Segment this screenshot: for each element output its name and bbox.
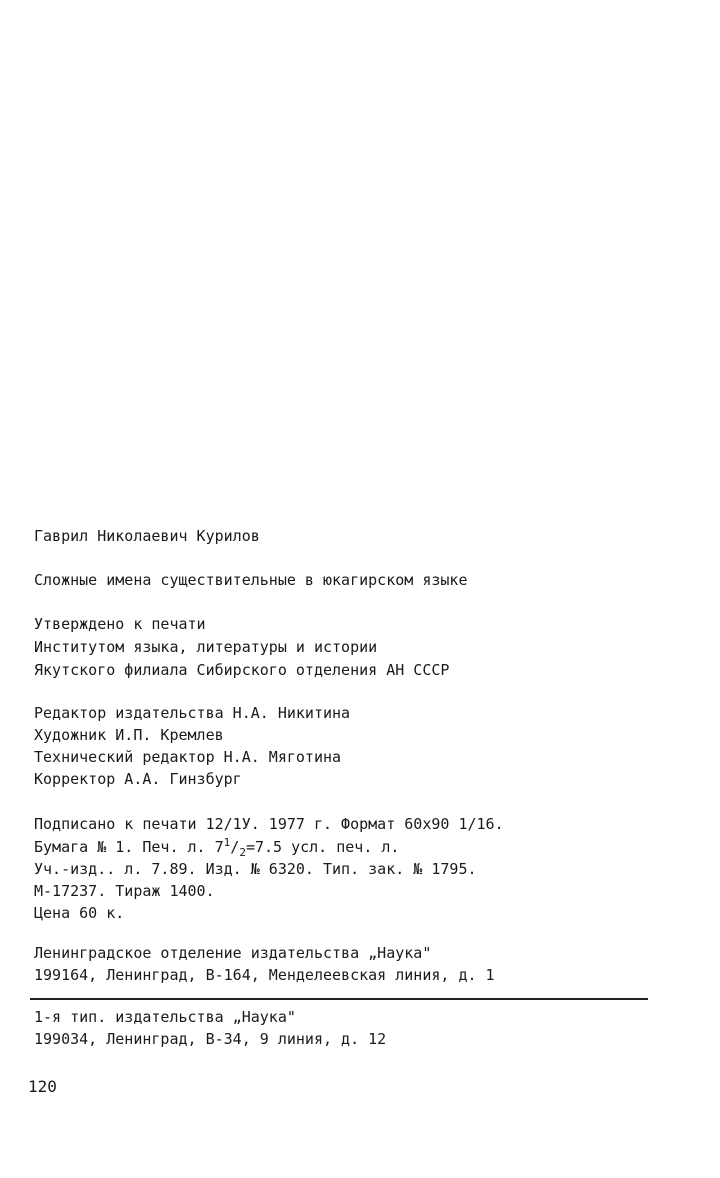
publisher-line-1: Ленинградское отделение издательства „Наука"	[34, 944, 432, 962]
fraction-numerator: 1	[223, 836, 231, 849]
print-details-line-4: М-17237. Тираж 1400.	[34, 882, 215, 900]
fraction-denominator: 2	[239, 846, 246, 859]
publisher-line-2: 199164, Ленинград, В-164, Менделеевская линия, д. 1	[34, 966, 495, 984]
staff-corrector: Корректор А.А. Гинзбург	[34, 770, 242, 788]
divider-rule	[30, 998, 648, 1000]
print-details-line-1: Подписано к печати 12/1У. 1977 г. Формат 60х90 1/16.	[34, 815, 504, 833]
approval-line-3: Якутского филиала Сибирского отделения АН СССР	[34, 661, 450, 679]
approval-line-1: Утверждено к печати	[34, 615, 206, 633]
price: Цена 60 к.	[34, 904, 125, 922]
printer-line-2: 199034, Ленинград, В-34, 9 линия, д. 12	[34, 1030, 387, 1048]
printer-line-1: 1-я тип. издательства „Наука"	[34, 1008, 296, 1026]
staff-technical-editor: Технический редактор Н.А. Мяготина	[34, 748, 342, 766]
staff-editor: Редактор издательства Н.А. Никитина	[34, 704, 351, 722]
print-details-line-2	[34, 836, 400, 859]
staff-artist: Художник И.П. Кремлев	[34, 726, 224, 744]
page-number: 120	[28, 1077, 57, 1096]
author-name: Гаврил Николаевич Курилов	[34, 527, 260, 545]
book-title: Сложные имена существительные в юкагирском языке	[34, 571, 468, 589]
fraction-slash: /	[230, 838, 240, 856]
print-details-line-2-prefix: Бумага № 1. Печ. л. 7	[34, 838, 224, 856]
approval-line-2: Институтом языка, литературы и истории	[34, 638, 378, 656]
print-details-line-2-suffix: =7.5 усл. печ. л.	[245, 838, 400, 856]
print-details-line-3: Уч.-изд.. л. 7.89. Изд. № 6320. Тип. зак. № 1795.	[34, 860, 477, 878]
